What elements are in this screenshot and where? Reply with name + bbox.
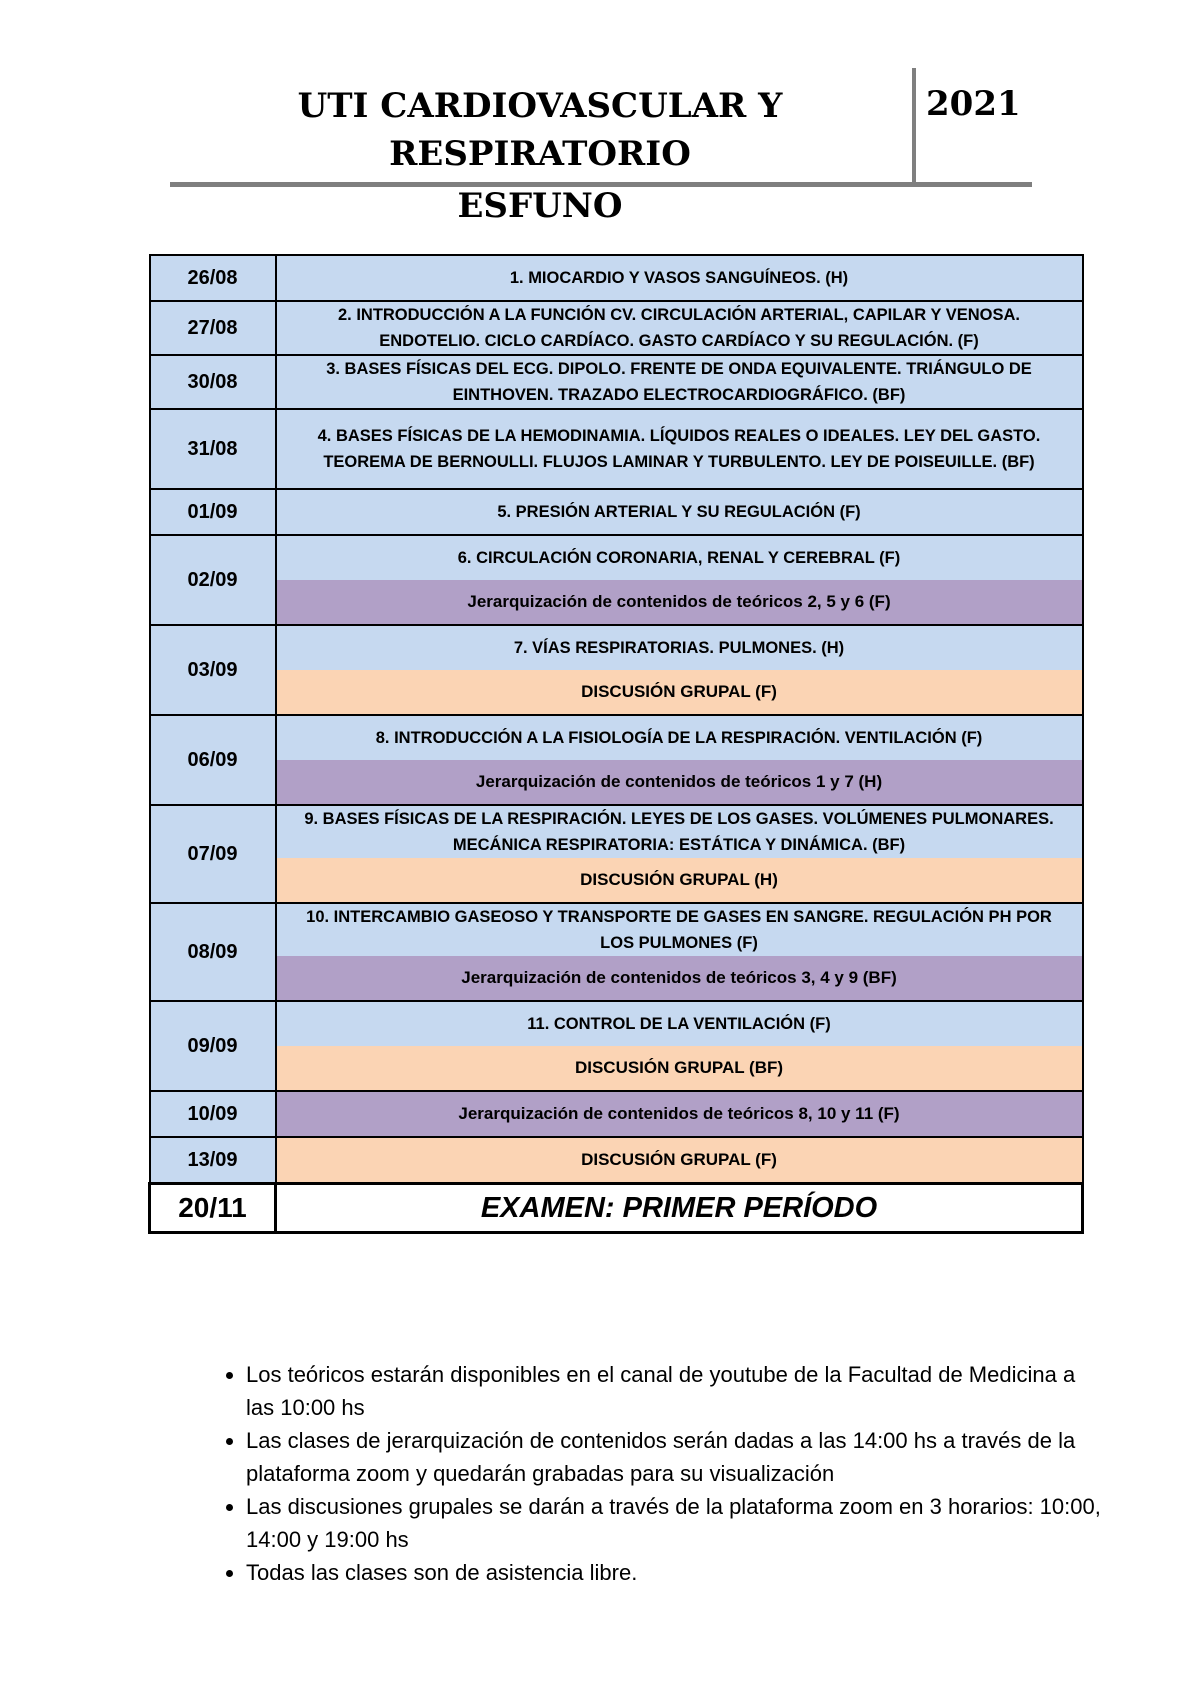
schedule-content	[276, 301, 1083, 355]
schedule-row	[150, 805, 1083, 903]
schedule-content	[276, 489, 1083, 535]
schedule-content	[276, 355, 1083, 409]
schedule-row	[150, 1001, 1083, 1091]
schedule-date: 09/09	[150, 1001, 276, 1091]
note-item: • Los teóricos estarán disponibles en el canal de youtube de la Facultad de Medicina a las 10:00 hs	[246, 1358, 1106, 1424]
schedule-date: 26/08	[150, 255, 276, 301]
exam-row	[150, 1184, 1083, 1233]
class-topic: 2. INTRODUCCIÓN A LA FUNCIÓN CV. CIRCULACIÓN ARTERIAL, CAPILAR Y VENOSA. ENDOTELIO. CICLO CARDÍACO. GASTO CARDÍACO Y SU REGULACIÓN. (F)	[277, 302, 1082, 354]
schedule-row	[150, 1137, 1083, 1184]
class-topic: 7. VÍAS RESPIRATORIAS. PULMONES. (H)	[277, 626, 1082, 670]
schedule-date: 27/08	[150, 301, 276, 355]
class-topic: 1. MIOCARDIO Y VASOS SANGUÍNEOS. (H)	[277, 256, 1082, 300]
schedule-date: 02/09	[150, 535, 276, 625]
schedule-date: 30/08	[150, 355, 276, 409]
document-year: 2021	[926, 84, 1021, 124]
schedule-date: 13/09	[150, 1137, 276, 1184]
schedule-date: 08/09	[150, 903, 276, 1001]
schedule-row	[150, 535, 1083, 625]
note-item: • Las clases de jerarquización de contenidos serán dadas a las 14:00 hs a través de la plataforma zoom y quedarán grabadas para su visualización	[246, 1424, 1106, 1490]
discusion-grupal-session: DISCUSIÓN GRUPAL (F)	[277, 1138, 1082, 1182]
jerarquizacion-session: Jerarquización de contenidos de teóricos 2, 5 y 6 (F)	[277, 580, 1082, 624]
discusion-grupal-session: DISCUSIÓN GRUPAL (F)	[277, 670, 1082, 714]
class-topic: 5. PRESIÓN ARTERIAL Y SU REGULACIÓN (F)	[277, 490, 1082, 534]
class-topic: 3. BASES FÍSICAS DEL ECG. DIPOLO. FRENTE DE ONDA EQUIVALENTE. TRIÁNGULO DE EINTHOVEN. TRAZADO ELECTROCARDIOGRÁFICO. (BF)	[277, 356, 1082, 408]
schedule-row	[150, 715, 1083, 805]
schedule-content	[276, 903, 1083, 1001]
note-item: • Las discusiones grupales se darán a través de la plataforma zoom en 3 horarios: 10:00, 14:00 y 19:00 hs	[246, 1490, 1106, 1556]
document-subtitle: ESFUNO	[457, 186, 623, 226]
schedule-content	[276, 255, 1083, 301]
schedule-content	[276, 535, 1083, 625]
class-topic: 10. INTERCAMBIO GASEOSO Y TRANSPORTE DE GASES EN SANGRE. REGULACIÓN PH POR LOS PULMONES (F)	[277, 904, 1082, 956]
schedule-content	[276, 409, 1083, 489]
jerarquizacion-session: Jerarquización de contenidos de teóricos 3, 4 y 9 (BF)	[277, 956, 1082, 1000]
notes-list	[206, 1358, 1106, 1589]
title-line-2: RESPIRATORIO	[389, 134, 691, 174]
header-divider-vertical	[912, 68, 916, 184]
schedule-row	[150, 301, 1083, 355]
jerarquizacion-session: Jerarquización de contenidos de teóricos 8, 10 y 11 (F)	[277, 1092, 1082, 1136]
exam-cell	[276, 1184, 1083, 1233]
schedule-date: 03/09	[150, 625, 276, 715]
schedule-row	[150, 1091, 1083, 1137]
schedule-date: 07/09	[150, 805, 276, 903]
note-item: • Todas las clases son de asistencia libre.	[246, 1556, 1106, 1589]
class-topic: 4. BASES FÍSICAS DE LA HEMODINAMIA. LÍQUIDOS REALES O IDEALES. LEY DEL GASTO. TEOREMA DE BERNOULLI. FLUJOS LAMINAR Y TURBULENTO. LEY DE POISEUILLE. (BF)	[277, 410, 1082, 488]
exam-date: 20/11	[150, 1184, 276, 1233]
schedule-row	[150, 255, 1083, 301]
title-line-1: UTI CARDIOVASCULAR Y	[297, 86, 783, 126]
discusion-grupal-session: DISCUSIÓN GRUPAL (H)	[277, 858, 1082, 902]
document-header	[170, 68, 1030, 188]
schedule-table	[148, 254, 1084, 1234]
schedule-content	[276, 625, 1083, 715]
schedule-date: 01/09	[150, 489, 276, 535]
document-title	[170, 82, 910, 178]
jerarquizacion-session: Jerarquización de contenidos de teóricos 1 y 7 (H)	[277, 760, 1082, 804]
schedule-row	[150, 489, 1083, 535]
schedule-date: 31/08	[150, 409, 276, 489]
schedule-content	[276, 715, 1083, 805]
schedule-date: 10/09	[150, 1091, 276, 1137]
class-topic: 6. CIRCULACIÓN CORONARIA, RENAL Y CEREBRAL (F)	[277, 536, 1082, 580]
schedule-row	[150, 625, 1083, 715]
schedule-content	[276, 1001, 1083, 1091]
class-topic: 11. CONTROL DE LA VENTILACIÓN (F)	[277, 1002, 1082, 1046]
discusion-grupal-session: DISCUSIÓN GRUPAL (BF)	[277, 1046, 1082, 1090]
exam-label: EXAMEN: PRIMER PERÍODO	[480, 1192, 878, 1224]
schedule-date: 06/09	[150, 715, 276, 805]
schedule-content	[276, 805, 1083, 903]
schedule-row	[150, 355, 1083, 409]
class-topic: 8. INTRODUCCIÓN A LA FISIOLOGÍA DE LA RESPIRACIÓN. VENTILACIÓN (F)	[277, 716, 1082, 760]
schedule-content	[276, 1137, 1083, 1184]
schedule-body	[150, 255, 1083, 1233]
schedule-row	[150, 409, 1083, 489]
schedule-content	[276, 1091, 1083, 1137]
class-topic: 9. BASES FÍSICAS DE LA RESPIRACIÓN. LEYES DE LOS GASES. VOLÚMENES PULMONARES. MECÁNICA RESPIRATORIA: ESTÁTICA Y DINÁMICA. (BF)	[277, 806, 1082, 858]
schedule-row	[150, 903, 1083, 1001]
